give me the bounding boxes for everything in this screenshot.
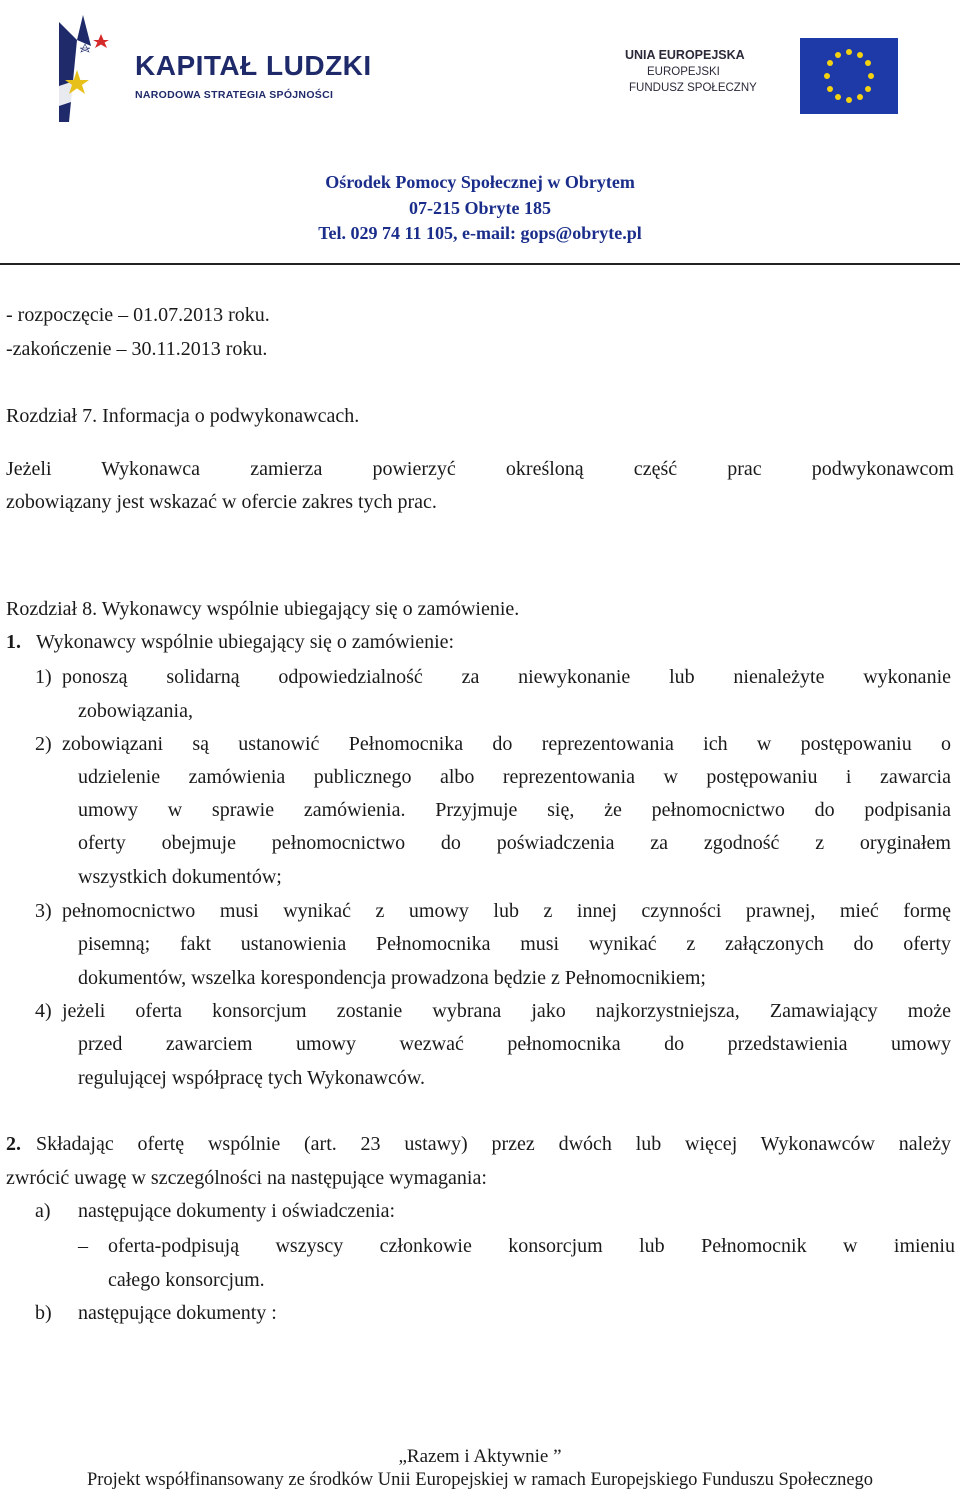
section-2-number: 2.: [6, 1133, 21, 1155]
date-end: -zakończenie – 30.11.2013 roku.: [6, 338, 268, 360]
kapital-ludzki-logo: [55, 10, 375, 125]
item-3-line3: dokumentów, wszelka korespondencja prowadzona będzie z Pełnomocnikiem;: [78, 967, 706, 989]
chapter-7-paragraph-line1: Jeżeli Wykonawca zamierza powierzyć określoną część prac podwykonawcom: [6, 458, 954, 480]
eu-logo: [605, 18, 905, 128]
point-a-text: następujące dokumenty i oświadczenia:: [78, 1200, 396, 1222]
item-4-number: 4): [35, 1000, 52, 1022]
item-4-line3: regulującej współpracę tych Wykonawców.: [78, 1067, 426, 1089]
item-1-line2: zobowiązania,: [78, 700, 193, 722]
institution-name: Ośrodek Pomocy Społecznej w Obrytem: [325, 172, 635, 192]
date-start: - rozpoczęcie – 01.07.2013 roku.: [6, 304, 270, 326]
eu-flag-icon: [800, 38, 898, 114]
dash-bullet: –: [78, 1235, 88, 1257]
kapital-ludzki-title: KAPITAŁ LUDZKI: [135, 50, 372, 81]
item-2-number: 2): [35, 733, 52, 755]
section-2-line2: zwrócić uwagę w szczególności na następujące wymagania:: [6, 1167, 487, 1189]
item-2-line5: wszystkich dokumentów;: [78, 866, 282, 888]
item-1-number: 1): [35, 666, 52, 688]
item-3-line2: pisemną; fakt ustanowienia Pełnomocnika musi wynikać z załączonych do oferty: [78, 933, 951, 955]
item-3-line1: pełnomocnictwo musi wynikać z umowy lub z innej czynności prawnej, mieć formę: [62, 900, 951, 922]
item-4-line2: przed zawarciem umowy wezwać pełnomocnika do przedstawienia umowy: [78, 1033, 951, 1055]
chapter-8-title: Rozdział 8. Wykonawcy wspólnie ubiegający się o zamówienie.: [6, 598, 520, 620]
institution-address: 07-215 Obryte 185: [409, 198, 551, 218]
section-2-line1: Składając ofertę wspólnie (art. 23 ustawy) przez dwóch lub więcej Wykonawców należy: [36, 1133, 951, 1155]
section-1-number: 1.: [6, 631, 21, 653]
item-2-line1: zobowiązani są ustanowić Pełnomocnika do reprezentowania ich w postępowaniu o: [62, 733, 951, 755]
item-2-line2: udzielenie zamówienia publicznego albo reprezentowania w postępowaniu i zawarcia: [78, 766, 951, 788]
item-1-line1: ponoszą solidarną odpowiedzialność za niewykonanie lub nienależyte wykonanie: [62, 666, 951, 688]
dash-item-line1: oferta-podpisują wszyscy członkowie konsorcjum lub Pełnomocnik w imieniu: [108, 1235, 955, 1257]
section-1-text: Wykonawcy wspólnie ubiegający się o zamówienie:: [36, 631, 455, 653]
footer-motto: „Razem i Aktywnie ”: [398, 1446, 562, 1467]
item-4-line1: jeżeli oferta konsorcjum zostanie wybrana jako najkorzystniejsza, Zamawiający może: [62, 1000, 951, 1022]
institution-contact: Tel. 029 74 11 105, e-mail: gops@obryte.pl: [318, 223, 642, 243]
eu-logo-line2: EUROPEJSKI: [647, 66, 720, 78]
item-3-number: 3): [35, 900, 52, 922]
footer-funding-note: Projekt współfinansowany ze środków Unii Europejskiej w ramach Europejskiego Funduszu Społecznego: [86, 1470, 874, 1490]
chapter-7-title: Rozdział 7. Informacja o podwykonawcach.: [6, 405, 360, 427]
item-2-line3: umowy w sprawie zamówienia. Przyjmuje się, że pełnomocnictwo do podpisania: [78, 799, 951, 821]
header-divider: [0, 263, 960, 265]
item-2-line4: oferty obejmuje pełnomocnictwo do poświadczenia za zgodność z oryginałem: [78, 832, 951, 854]
eu-logo-line1: UNIA EUROPEJSKA: [625, 48, 745, 62]
kapital-ludzki-subtitle: NARODOWA STRATEGIA SPÓJNOŚCI: [135, 89, 334, 101]
eu-logo-line3: FUNDUSZ SPOŁECZNY: [629, 82, 757, 94]
point-b-text: następujące dokumenty :: [78, 1302, 277, 1324]
dash-item-line2: całego konsorcjum.: [108, 1269, 265, 1291]
chapter-7-paragraph-line2: zobowiązany jest wskazać w ofercie zakres tych prac.: [6, 491, 437, 513]
point-b-label: b): [35, 1302, 52, 1324]
point-a-label: a): [35, 1200, 51, 1222]
